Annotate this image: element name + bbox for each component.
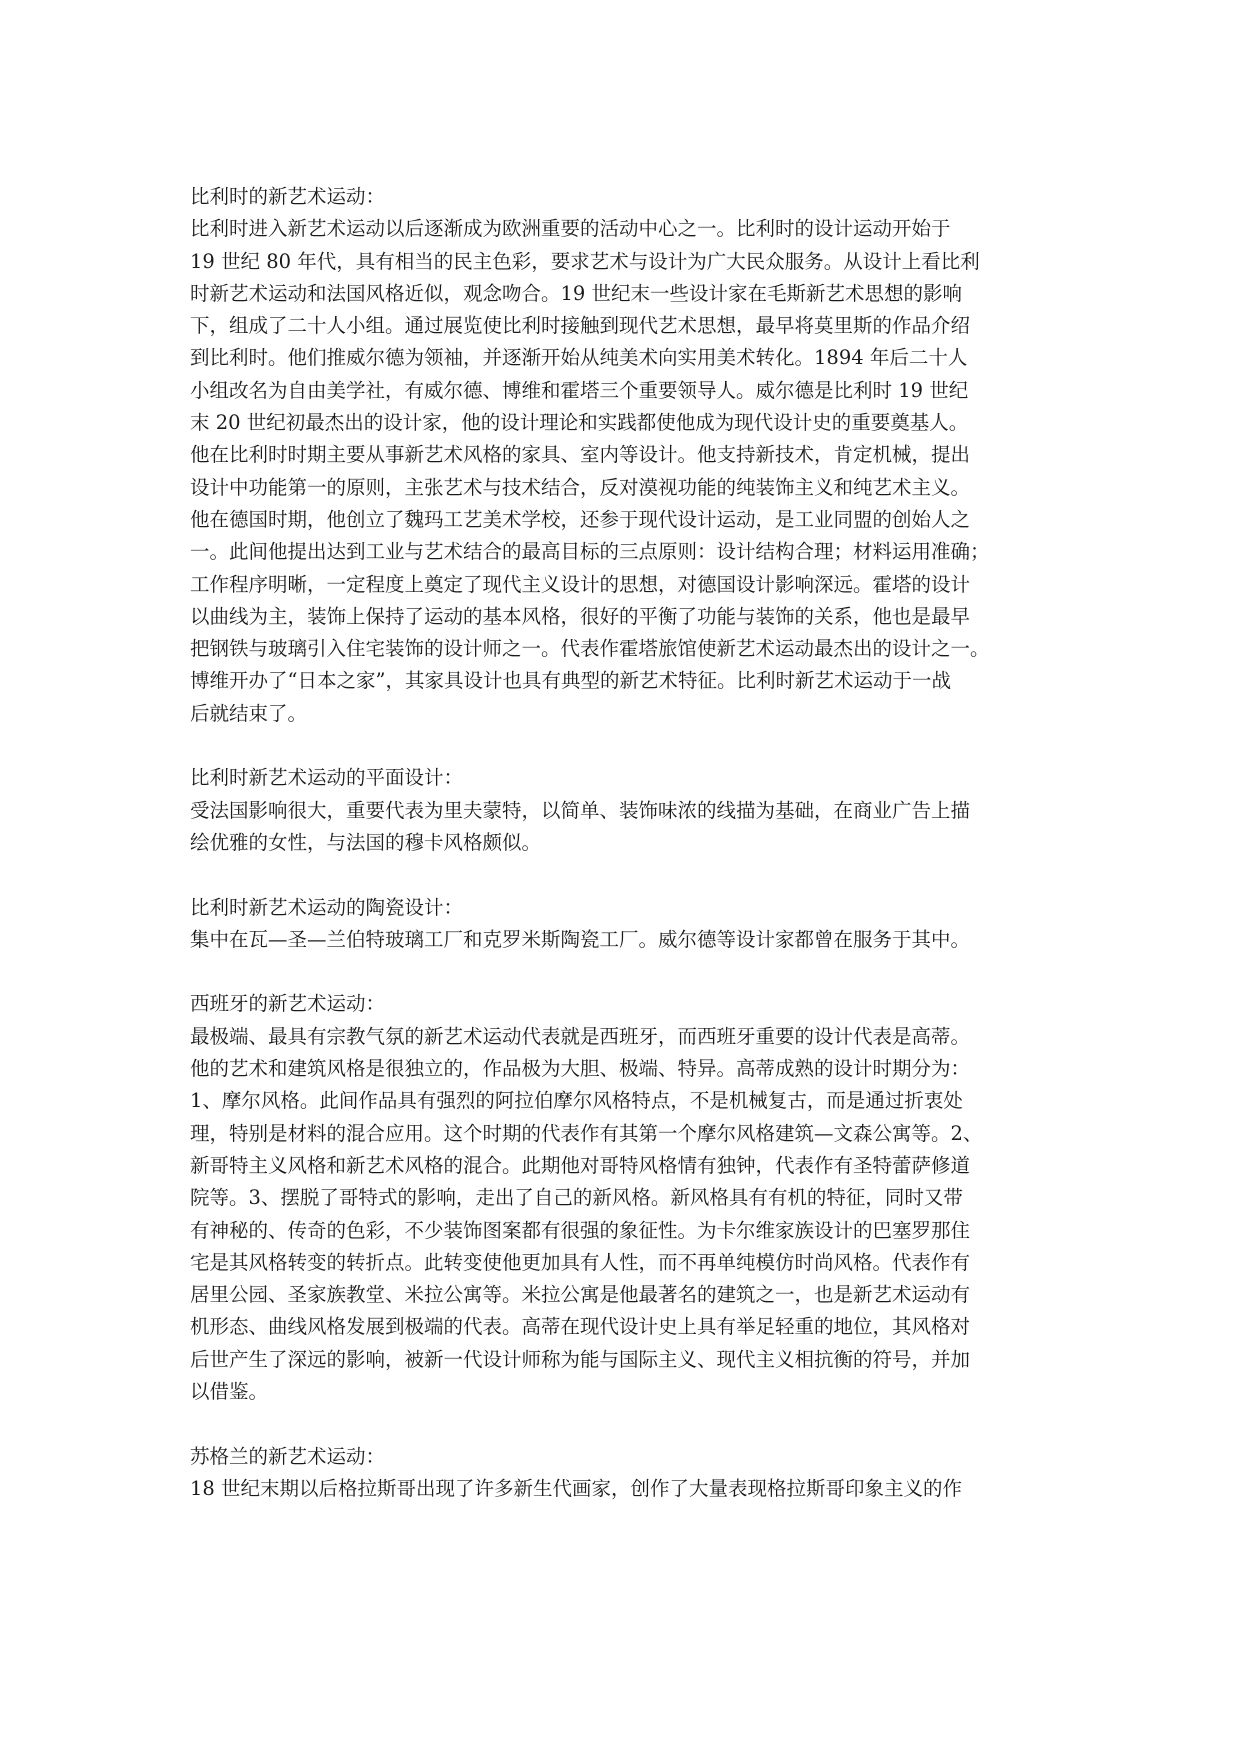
paragraph-line: 他在德国时期，他创立了魏玛工艺美术学校，还参于现代设计运动，是工业同盟的创始人之 [190,507,971,531]
paragraph-line: 新哥特主义风格和新艺术风格的混合。此期他对哥特风格情有独钟，代表作有圣特蕾萨修道 [190,1153,971,1177]
paragraph-line: 理，特别是材料的混合应用。这个时期的代表作有其第一个摩尔风格建筑—文森公寓等。2、 [190,1121,983,1145]
paragraph-line: 后世产生了深远的影响，被新一代设计师称为能与国际主义、现代主义相抗衡的符号，并加 [190,1347,971,1371]
paragraph-line: 19 世纪 80 年代，具有相当的民主色彩，要求艺术与设计为广大民众服务。从设计上看比利 [190,249,980,273]
paragraph-line: 博维开办了“日本之家”，其家具设计也具有典型的新艺术特征。比利时新艺术运动于一战 [190,669,951,693]
paragraph-line: 设计中功能第一的原则，主张艺术与技术结合，反对漠视功能的纯装饰主义和纯艺术主义。 [190,475,971,499]
section-heading: 比利时新艺术运动的陶瓷设计： [190,895,464,919]
document-section [190,892,1070,957]
paragraph-line: 时新艺术运动和法国风格近似，观念吻合。19 世纪末一些设计家在毛斯新艺术思想的影响 [190,281,963,305]
section-heading: 苏格兰的新艺术运动： [190,1444,386,1468]
paragraph-line: 他的艺术和建筑风格是很独立的，作品极为大胆、极端、特异。高蒂成熟的设计时期分为： [190,1057,971,1081]
paragraph-line: 后就结束了。 [190,701,308,725]
paragraph-line: 一。此间他提出达到工业与艺术结合的最高目标的三点原则：设计结构合理；材料运用准确； [190,540,990,564]
paragraph-line: 18 世纪末期以后格拉斯哥出现了许多新生代画家，创作了大量表现格拉斯哥印象主义的作 [190,1476,963,1500]
document-body [190,181,1070,1505]
paragraph-line: 工作程序明晰，一定程度上奠定了现代主义设计的思想，对德国设计影响深远。霍塔的设计 [190,572,971,596]
paragraph-line: 下，组成了二十人小组。通过展览使比利时接触到现代艺术思想，最早将莫里斯的作品介绍 [190,314,971,338]
document-section [190,1441,1070,1506]
paragraph-line: 以曲线为主，装饰上保持了运动的基本风格，很好的平衡了功能与装饰的关系，他也是最早 [190,604,971,628]
paragraph-line: 宅是其风格转变的转折点。此转变使他更加具有人性，而不再单纯模仿时尚风格。代表作有 [190,1250,971,1274]
paragraph-line: 以借鉴。 [190,1379,269,1403]
paragraph-line: 1、摩尔风格。此间作品具有强烈的阿拉伯摩尔风格特点，不是机械复古，而是通过折衷处 [190,1089,963,1113]
paragraph-line: 受法国影响很大，重要代表为里夫蒙特，以简单、装饰味浓的线描为基础，在商业广告上描 [190,798,971,822]
document-section [190,762,1070,859]
paragraph-line: 末 20 世纪初最杰出的设计家，他的设计理论和实践都使他成为现代设计史的重要奠基人。 [190,411,969,435]
document-section [190,181,1070,730]
section-heading: 比利时新艺术运动的平面设计： [190,766,464,790]
section-heading: 西班牙的新艺术运动： [190,992,386,1016]
paragraph-line: 他在比利时时期主要从事新艺术风格的家具、室内等设计。他支持新技术，肯定机械，提出 [190,443,971,467]
document-section [190,988,1070,1408]
section-heading: 比利时的新艺术运动： [190,185,386,208]
paragraph-line: 集中在瓦—圣—兰伯特玻璃工厂和克罗米斯陶瓷工厂。威尔德等设计家都曾在服务于其中。 [190,927,971,951]
paragraph-line: 院等。3、摆脱了哥特式的影响，走出了自己的新风格。新风格具有有机的特征，同时又带 [190,1186,963,1210]
paragraph-line: 比利时进入新艺术运动以后逐渐成为欧洲重要的活动中心之一。比利时的设计运动开始于 [190,217,951,241]
paragraph-line: 最极端、最具有宗教气氛的新艺术运动代表就是西班牙，而西班牙重要的设计代表是高蒂。 [190,1024,971,1048]
paragraph-line: 绘优雅的女性，与法国的穆卡风格颇似。 [190,830,542,854]
paragraph-line: 把钢铁与玻璃引入住宅装饰的设计师之一。代表作霍塔旅馆使新艺术运动最杰出的设计之一。 [190,637,990,661]
paragraph-line: 机形态、曲线风格发展到极端的代表。高蒂在现代设计史上具有举足轻重的地位，其风格对 [190,1315,971,1339]
paragraph-line: 居里公园、圣家族教堂、米拉公寓等。米拉公寓是他最著名的建筑之一，也是新艺术运动有 [190,1283,971,1307]
paragraph-line: 到比利时。他们推威尔德为领袖，并逐渐开始从纯美术向实用美术转化。1894 年后二十人 [190,346,968,370]
paragraph-line: 小组改名为自由美学社，有威尔德、博维和霍塔三个重要领导人。威尔德是比利时 19 世纪 [190,378,969,402]
paragraph-line: 有神秘的、传奇的色彩，不少装饰图案都有很强的象征性。为卡尔维家族设计的巴塞罗那住 [190,1218,971,1242]
